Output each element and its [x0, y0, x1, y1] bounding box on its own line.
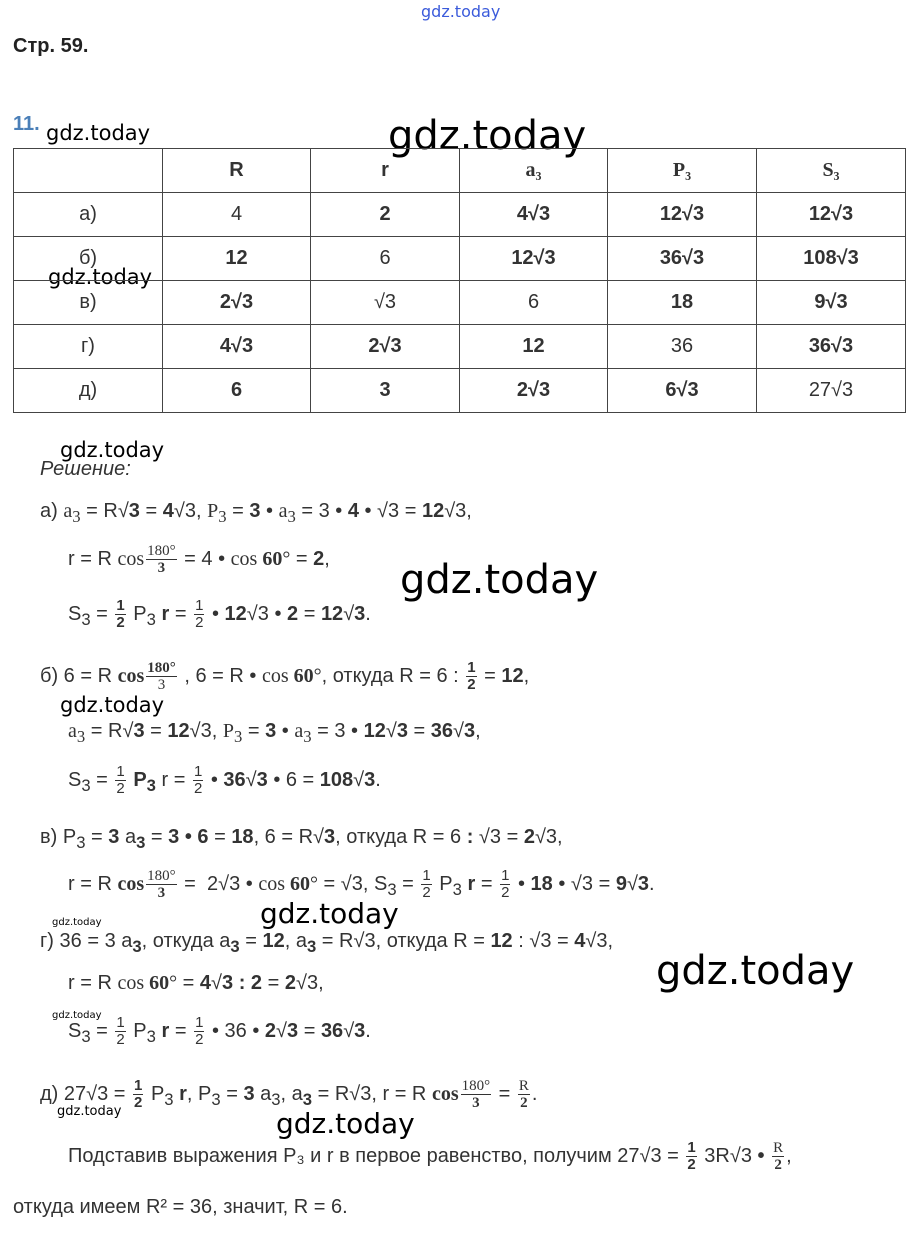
- table-cell: 2√3: [163, 281, 311, 325]
- table-cell: 3: [311, 369, 460, 413]
- table-row: [14, 325, 906, 369]
- watermark-top: gdz.today: [421, 2, 501, 21]
- solution-a-line-1: а) $a_3 = R√3 = 4√3$, $P_3 = 3$ • $a_3 = 3$ • 4 • √3 = 12√3,: [40, 500, 472, 526]
- table-cell: 2: [311, 193, 460, 237]
- table-cell: 36√3: [757, 325, 906, 369]
- table-cell: 4√3: [163, 325, 311, 369]
- solution-v-line-2: r = R cos $\frac{180^\circ}{3}$ = 2√3 • cos 60° = √3, $S_3$ = $\frac{1}{2}$ $P_3$ r = $\frac{1}{2}$ • 18 • √3 = 9√3.: [68, 867, 655, 901]
- table-row: [14, 369, 906, 413]
- solution-b-line-2: $a_3 = R√3 = 12√3$, $P_3 = 3$ • $a_3 = 3$ • 12√3 = 36√3,: [68, 720, 481, 746]
- row-label: а): [14, 193, 163, 237]
- table-cell: 4√3: [460, 193, 608, 237]
- solution-b-line-3: $S_3$ = $\frac{1}{2}$ $P_3$ r = $\frac{1}{2}$ • 36√3 • 6 = 108√3.: [68, 763, 381, 797]
- solution-g-line-1: г) 36 = 3 $a_3$, откуда $a_3 = 12$, $a_3 = R√3$, откуда R = 12 : √3 = 4√3,: [40, 930, 614, 956]
- watermark: gdz.today: [46, 121, 151, 145]
- solution-b-line-1: б) 6 = R cos $\frac{180^\circ}{3}$ , 6 = R • cos 60°, откуда R = 6 : $\frac{1}{2}$ = 12,: [40, 659, 530, 693]
- watermark: gdz.today: [52, 1010, 102, 1021]
- task-number: 11.: [13, 113, 40, 135]
- watermark: gdz.today: [60, 438, 165, 462]
- table-cell: 36: [608, 325, 757, 369]
- solution-v-line-1: в) $P_3 = 3$ $a_3 = 3$ • 6 = 18, 6 = R√3, откуда R = 6 : √3 = 2√3,: [40, 826, 563, 852]
- solution-g-line-3: $S_3$ = $\frac{1}{2}$ $P_3$ r = $\frac{1}{2}$ • 36 • 2√3 = 36√3.: [68, 1014, 371, 1048]
- header-a3: a₃: [460, 149, 608, 193]
- solution-a-line-2: r = R cos $\frac{180^\circ}{3}$ = 4 • cos 60° = 2,: [68, 543, 330, 576]
- watermark: gdz.today: [48, 265, 153, 289]
- page-label: Стр. 59.: [13, 35, 89, 57]
- watermark: gdz.today: [57, 1104, 122, 1119]
- solution-d-line-1: д) 27√3 = $\frac{1}{2}$ $P_3$ r, $P_3 = 3$ $a_3$, $a_3 = R√3$, r = R cos $\frac{180^\circ}{3}$ = $\frac{R}{2}$ .: [40, 1077, 538, 1111]
- table-row: [14, 237, 906, 281]
- table-cell: √3: [311, 281, 460, 325]
- solution-title: Решение:: [40, 458, 131, 480]
- header-S3: S₃: [757, 149, 906, 193]
- header-P3: P₃: [608, 149, 757, 193]
- table-cell: 12: [163, 237, 311, 281]
- table-cell: 12√3: [460, 237, 608, 281]
- table-cell: 12: [460, 325, 608, 369]
- header-r: r: [311, 149, 460, 193]
- solution-d-line-2: Подставив выражения P₃ и r в первое равенство, получим 27√3 = $\frac{1}{2}$ 3R√3 • $\frac{R}{2}$ ,: [68, 1139, 792, 1173]
- solution-final-line: откуда имеем R² = 36, значит, R = 6.: [13, 1196, 348, 1218]
- table-cell: 12√3: [757, 193, 906, 237]
- row-label: в): [14, 281, 163, 325]
- row-label: г): [14, 325, 163, 369]
- table-cell: 6: [163, 369, 311, 413]
- table-row: [14, 193, 906, 237]
- table-cell: 108√3: [757, 237, 906, 281]
- solution-a-line-3: $S_3$ = $\frac{1}{2}$ $P_3$ r = $\frac{1}{2}$ • 12√3 • 2 = 12√3.: [68, 597, 371, 631]
- table-cell: 27√3: [757, 369, 906, 413]
- row-label: д): [14, 369, 163, 413]
- table-cell: 18: [608, 281, 757, 325]
- table-cell: 2√3: [311, 325, 460, 369]
- watermark: gdz.today: [656, 948, 855, 994]
- solution-g-line-2: r = R cos 60° = 4√3 : 2 = 2√3,: [68, 972, 324, 994]
- table-cell: 6√3: [608, 369, 757, 413]
- row-label: б): [14, 237, 163, 281]
- watermark: gdz.today: [52, 917, 102, 928]
- watermark: gdz.today: [60, 693, 165, 717]
- header-R: R: [163, 149, 311, 193]
- table-cell: 12√3: [608, 193, 757, 237]
- watermark: gdz.today: [400, 557, 599, 603]
- table-cell: 36√3: [608, 237, 757, 281]
- table-cell: 4: [163, 193, 311, 237]
- table-row: [14, 281, 906, 325]
- watermark: gdz.today: [260, 897, 399, 930]
- table-header-row: [14, 149, 906, 193]
- watermark: gdz.today: [276, 1107, 415, 1140]
- table-cell: 2√3: [460, 369, 608, 413]
- values-table: [13, 148, 906, 413]
- table-cell: 6: [311, 237, 460, 281]
- table-cell: 9√3: [757, 281, 906, 325]
- table-cell: 6: [460, 281, 608, 325]
- watermark: gdz.today: [388, 113, 587, 159]
